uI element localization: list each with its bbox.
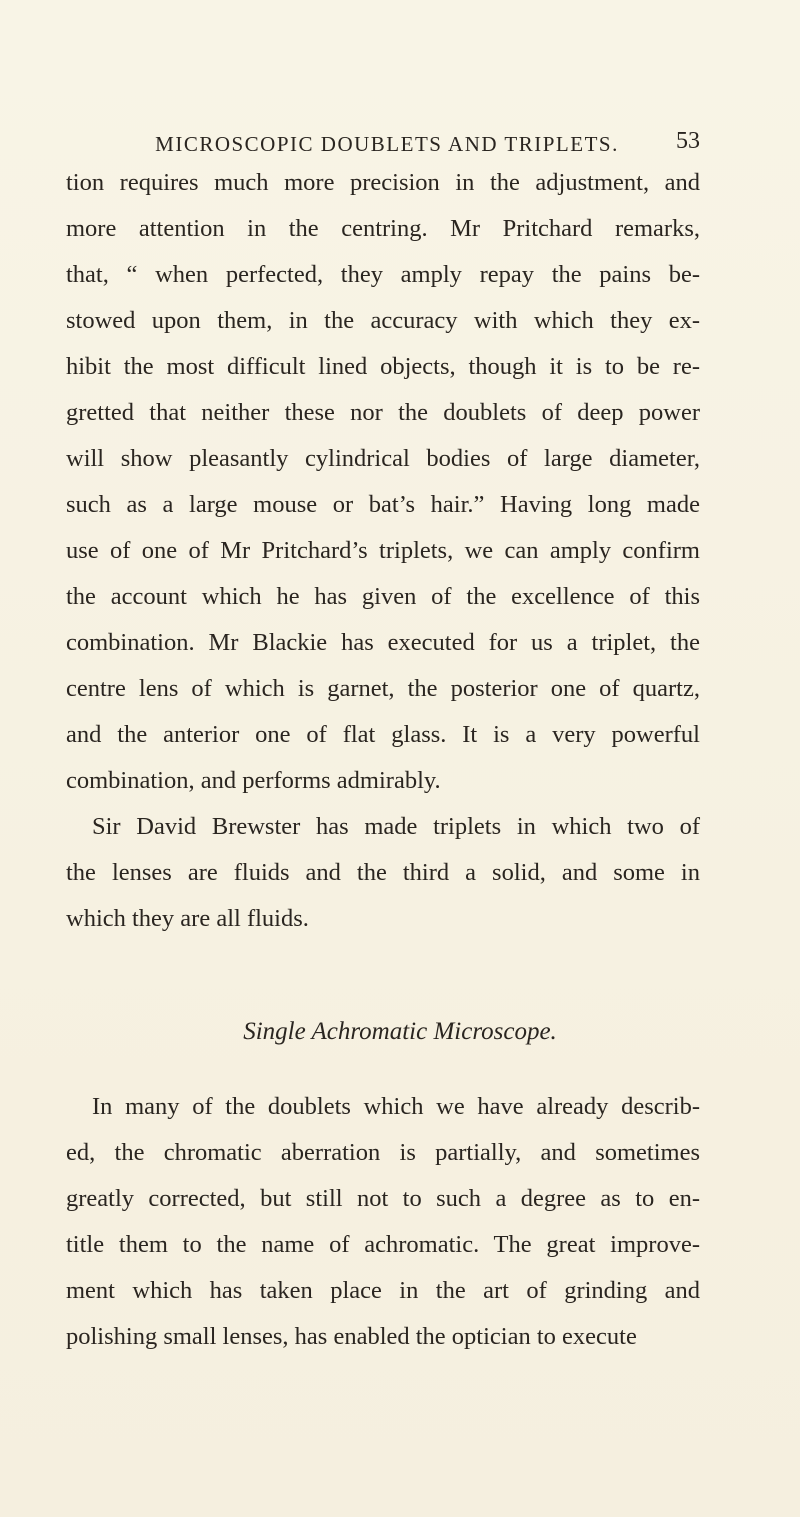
text-line: In many of the doublets which we have already describ- — [92, 1093, 700, 1120]
text-line: polishing small lenses, has enabled the optician to execute — [66, 1323, 637, 1350]
text-line: gretted that neither these nor the doublets of deep power — [66, 399, 700, 426]
text-line: will show pleasantly cylindrical bodies of large diameter, — [66, 445, 700, 472]
section-title: Single Achromatic Microscope. — [243, 1018, 557, 1045]
text-line: combination. Mr Blackie has executed for us a triplet, the — [66, 629, 700, 656]
text-line: Sir David Brewster has made triplets in which two of — [92, 813, 700, 840]
text-line: hibit the most difficult lined objects, though it is to be re- — [66, 353, 700, 380]
text-line: tion requires much more precision in the adjustment, and — [66, 169, 700, 196]
text-line: combination, and performs admirably. — [66, 767, 441, 794]
text-line: stowed upon them, in the accuracy with which they ex- — [66, 307, 700, 334]
text-line: title them to the name of achromatic. The great improve- — [66, 1231, 700, 1258]
text-line: which they are all fluids. — [66, 905, 309, 932]
running-head: MICROSCOPIC DOUBLETS AND TRIPLETS. — [155, 132, 619, 156]
text-line: the account which he has given of the excellence of this — [66, 583, 700, 610]
text-line: and the anterior one of flat glass. It is a very powerful — [66, 721, 700, 748]
text-line: use of one of Mr Pritchard’s triplets, we can amply confirm — [66, 537, 700, 564]
text-line: centre lens of which is garnet, the posterior one of quartz, — [66, 675, 700, 702]
text-line: greatly corrected, but still not to such a degree as to en- — [66, 1185, 700, 1212]
text-line: such as a large mouse or bat’s hair.” Having long made — [66, 491, 700, 518]
page-number: 53 — [676, 128, 700, 154]
text-line: more attention in the centring. Mr Pritchard remarks, — [66, 215, 700, 242]
text-line: the lenses are fluids and the third a solid, and some in — [66, 859, 700, 886]
text-line: ment which has taken place in the art of grinding and — [66, 1277, 700, 1304]
text-line: that, “ when perfected, they amply repay the pains be- — [66, 261, 700, 288]
text-line: ed, the chromatic aberration is partially, and sometimes — [66, 1139, 700, 1166]
